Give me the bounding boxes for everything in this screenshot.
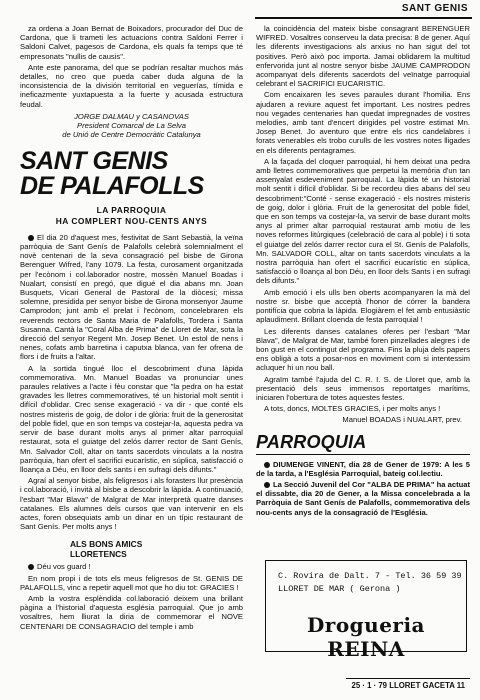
drogueria-reina-ad bbox=[265, 560, 467, 661]
headline-line-1: SANT GENIS bbox=[20, 146, 168, 175]
left-paragraph-7: Amb la vostra esplèndida col.laboració deixem una brillant pàgina a l'historial d'aquesta església parroquial. Que jo amb vosaltres, hem lliurat la diria de commemorar el NOVE CENTENARI DE CONSAGRACIO del temple i amb bbox=[20, 593, 243, 631]
right-paragraph-2: Com encaixaren les seves paraules durant l'homilia. Ens ajudaren a reviure aquest fet important. Les nostres pedres nou vegades centenaries han quedat impregnades de vostres melodies, amb tant d'encert dirigides pel vostre estimat Mn. Josep Benet. Jo aventuro que entre els rics candelabres i forats venerables els trobo curulls de les vostres notes lligades en els diferents pentagrames. bbox=[256, 90, 470, 155]
left-column bbox=[20, 24, 243, 633]
als-bons-line-2: LLORETENCS bbox=[70, 549, 127, 560]
left-paragraph-2: Ante este panorama, del que se podrían resaltar muchos más detalles, no creo que pueda caber duda alguna de la inconsistencia de la división territorial en veguerías, tímida e ineficazmente yuxtapuesta a la fuerte y acusada estructura feudal. bbox=[20, 62, 243, 109]
signature-dalmau bbox=[20, 112, 243, 139]
subheadline-line-2: HA COMPLERT NOU-CENTS ANYS bbox=[55, 215, 208, 226]
left-paragraph-6a bbox=[20, 562, 243, 571]
bullet-icon bbox=[264, 482, 270, 488]
signature-boadas: Manuel BOADAS i NUALART, prev. bbox=[342, 415, 462, 425]
subheadline-line-1: LA PARROQUIA bbox=[96, 204, 167, 215]
parroquia-item-2 bbox=[256, 480, 470, 517]
als-bons-heading bbox=[70, 539, 243, 559]
left-paragraph-3-text: El dia 20 d'aquest mes, festivitat de Sant Sebastià, la veïna parròquia de Sant Genís de Palafolls celebrà solemnialment el novè centenari de la seva consagració pel bisbe de Girona Berenguer Wifred, l'any 1079. La festa, curosament organitzada per l'ecònom i col.laborador nostre, mossèn Manuel Boadas i Nualart, consistí en pregó, que digué el dia abans mn. Joan Busquets, Vicari General de Pastoral de la diòcesi; missa solemne, presidida per senyor bisbe de Girona monsenyor Jaume Camprodon; junt amb el prelat i l'ecònom, concelebraren els reverends rectors de Santa Maria de Palafolls, Tordera i Santa Susanna. Cantà la "Coral Alba de Prima" de Lloret de Mar, sota la direcció del senyor Regent Mn. Josep Benet. Un estol de nens i nenes, cofats amb barretina i caputxa blanca, van fer ofrena de flors i de fruits a l'altar. bbox=[20, 232, 243, 362]
ad-address: C. Rovira de Dalt. 7 - Tel. 36 59 39 bbox=[278, 571, 462, 581]
bullet-icon bbox=[28, 235, 34, 241]
running-head bbox=[255, 0, 472, 22]
headline-line-2: DE PALAFOLLS bbox=[20, 171, 204, 200]
right-paragraph-5: Les diferents danses catalanes oferes per l'esbart "Mar Blava", de Malgrat de Mar, també foren pinzellades alegres i de bon gust en el contingut del programa. Fins la pluja dels papers ens obligà a tots a posar-nos en moviment com si intentessim acluquer hi un nou ball. bbox=[256, 326, 470, 373]
signature-line-2: de Unió de Centre Democràtic Catalunya bbox=[62, 129, 201, 139]
right-paragraph-6: Agraïm també l'ajuda del C. R. I. S. de Lloret que, amb la presentació dels seus immensos reportatges marítims, iniciaren l'obertura de totes aquestes festes. bbox=[256, 374, 470, 402]
right-column bbox=[256, 24, 470, 519]
als-bons-line-1: ALS BONS AMICS bbox=[70, 539, 143, 550]
right-paragraph-7: A tots, doncs, MOLTES GRACIES, i per molts anys ! bbox=[264, 404, 441, 414]
ad-brand: Drogueria REINA bbox=[306, 613, 426, 661]
parroquia-item-1 bbox=[256, 460, 470, 478]
left-paragraph-4: A la sortida tingué lloc el descobriment d'una làpida commemorativa. Mn. Manuel Boadas va pronunciar unes paraules relatives a l'acte i fèu constar que "la pedra on ha estat gravades les lletres commemoratives, té un historial molt sentit i difícil d'oblidar. Crec sense exageració - va dir - que conté els nostres misteris de goig, de dolor i de glòria: fruit de la generositat del poble fidel, que en son temps va costejar-la, aquesta pedra va servir de base durant molts anys al primer altar parroquial restaurat, sota el guiatge del zelós darrer rector de Sant Genís, Mn. Salvador Coll, altar on tants sacerdots vinculats a la nostra parròquia, han ofert el sacrifici eucarístic, en súplica, satisfacció o lloança a Déu, en lloor dels sants i en sufragi dels difunts." bbox=[20, 363, 243, 474]
parroquia-item-1-text: DIUMENGE VINENT, dia 28 de Gener de 1979: A les 5 de la tarda, a l'Església Parroquial, bateig col.lectiu. bbox=[256, 459, 470, 478]
left-paragraph-5: Agraí al senyor bisbe, als feligresos i als forasters llur presència i col.laboració, i invità al bisbe a descobrir la làpida. A continuació, l'esbart "Mar Blava" de Malgrat de Mar interpretà quatre danses catalanes. Els alumnes dels cursos que van intervenir en els actes, foren obsequiats amb un dinar en un típic restaurant de Sant Genís. Per molts anys ! bbox=[20, 476, 243, 532]
running-head-title: SANT GENIS bbox=[401, 3, 468, 14]
right-paragraph-3: A la façada del cloquer parroquial, hi hem deixat una pedra amb lletres commemoratives que perpetui la memòria d'un tan assenyalat esdeveniment parroquial. La làpida té un historial molt sentit i difícil d'oblidar. Si be recordeu dies abans del seu descobriment:"Conté - sense exageració - els nostres misteris de goig, dolor i glòria. Fruit de la generositat del poble fidel, que en son temps va costejar-la, va servir de base durant molts anys al primer altar parroquial restaurat amb motiu de les noves reformes litúrgiques (celebració de cara al poble) i ti sota el guiatge del zelós darrer rector cura el St. Genís de Palafolls, Mn. SALVADOR COLL, altar on tants sacerdots vinculats a la nostra parròquia han ofert el sacrifici eucarístic en súplica, satisfacció o lloança al bon Déu, en lloor dels Sants i en sufragi dels difunts." bbox=[256, 156, 470, 286]
left-paragraph-6a-text: Déu vos guard ! bbox=[37, 562, 91, 572]
parroquia-heading: PARROQUIA bbox=[256, 433, 470, 455]
right-paragraph-1: la coincidència del mateix bisbe consagrant BERENGUER WIFRED. Vosaltres conserveu la data precisa: 8 de gener. Aquí les diferents investigacions als arxius no han sigut del tot positives. Però això poc importa. Jamai oblidarem la multitud enfervorida junt al nostre senyor bisbe JAUME CAMPRODON acompanyat dels diferents sacerdots del veïnatge parroquial celebrant el SACRIFICI EUCARISTIC. bbox=[256, 24, 470, 89]
page-footer: 25 · 1 · 79 LLORET GACETA 11 bbox=[346, 678, 470, 692]
left-paragraph-3 bbox=[20, 233, 243, 362]
left-paragraph-6b: En nom propi i de tots els meus feligresos de St. GENIS DE PALAFOLLS, vinc a repetir aquell mot que ho diu tot: GRACIES ! bbox=[20, 573, 243, 592]
signature-name: JORGE DALMAU y CASANOVAS bbox=[74, 111, 189, 121]
left-paragraph-1: za ordena a Joan Bernat de Boixadors, procurador del Duc de Cardona, que li trameti les actuacions contra Saldoni Ferrer i Saldoni Calvet, pagesos de Cardona, els quals fa temps que té empresonats "nullis de causis". bbox=[20, 24, 243, 61]
bullet-icon bbox=[28, 564, 34, 570]
headline bbox=[20, 146, 243, 200]
bullet-icon bbox=[264, 462, 270, 468]
signature-line-1: President Comarcal de La Selva bbox=[77, 120, 186, 130]
subheadline bbox=[20, 205, 243, 227]
parroquia-item-2-text: La Secció Juvenil del Cor "ALBA DE PRIMA" ha actuat el dissabte, dia 20 de Gener, a la Missa concelebrada a la Parròquia de Sant Genís de Palafolls, commemorativa dels nou-cents anys de la consagració de l'Església. bbox=[256, 479, 470, 517]
running-head-rule bbox=[255, 17, 472, 19]
right-paragraph-4: Amb emoció i els ulls ben oberts acompanyaren la mà del nostre sr. bisbe que acceptà l'honor de córrer la bandera pontifícia que cobria la làpida. Elogiàrem el fet amb entusiàstic aplaudiment. Brillant cloenda de festa parroquial ! bbox=[256, 287, 470, 325]
ad-city: LLORET DE MAR ( Gerona ) bbox=[278, 584, 401, 594]
